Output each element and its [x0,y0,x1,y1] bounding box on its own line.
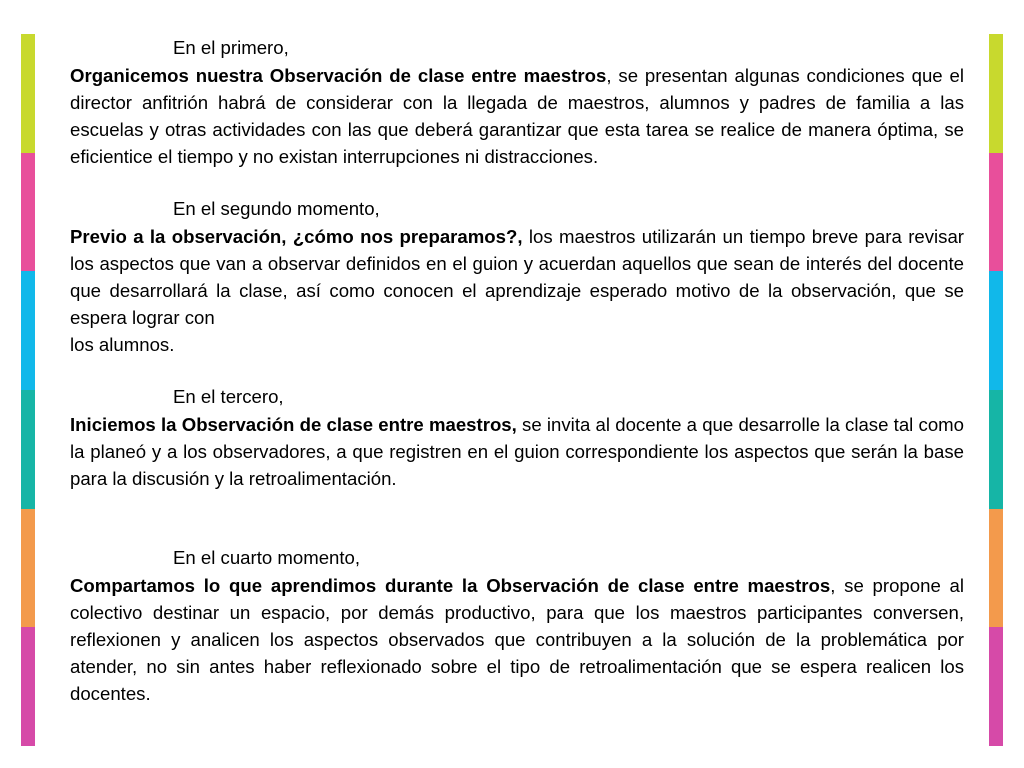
stripe-segment-cyan [21,271,35,390]
stripe-segment-pink [989,153,1003,272]
stripe-segment-lime [989,34,1003,153]
section-paragraph [70,411,964,492]
section-second-moment [70,195,964,358]
stripe-segment-teal [21,390,35,509]
section-third-moment [70,383,964,492]
stripe-segment-orange [989,509,1003,628]
section-bold-title: Previo a la observación, ¿cómo nos preparamos?, [70,226,523,247]
section-text: , se propone al colectivo destinar un espacio, por demás productivo, para que los maestros participantes conversen, reflexionen y analicen los aspectos observados que contribuyen a la solución de la problemática por atender, no sin antes haber reflexionado sobre el tipo de retroalimentación que se espera realicen los docentes. [70,575,965,704]
section-intro: En el segundo momento, [173,198,380,219]
stripe-segment-orange [21,509,35,628]
section-intro: En el cuarto momento, [173,547,361,568]
section-text: , se presentan algunas condiciones que el director anfitrión habrá de considerar con la llegada de maestros, alumnos y padres de familia a las escuelas y otras actividades con las que deberá garantizar que esta tarea se realice de manera óptima, se eficientice el tiempo y no existan interrupciones ni distracciones. [70,65,964,167]
section-bold-title: Organicemos nuestra Observación de clase entre maestros [70,65,607,86]
section-bold-title: Compartamos lo que aprendimos durante la Observación de clase entre maestros [70,575,831,596]
section-bold-title: Iniciemos la Observación de clase entre maestros, [70,414,517,435]
slide-text-body [70,34,964,707]
stripe-segment-cyan [989,271,1003,390]
section-text: se invita al docente a que desarrolle la clase tal como la planeó y a los observadores, a que registren en el guion correspondiente los aspectos que serán la base para la discusión y la retroalimentación. [70,414,964,489]
section-paragraph [70,62,964,170]
section-trailing-line: los alumnos. [70,334,175,355]
section-fourth-moment [70,544,964,707]
section-paragraph [70,223,964,331]
stripe-segment-teal [989,390,1003,509]
stripe-segment-magenta [21,627,35,746]
left-color-stripe [21,34,35,746]
stripe-segment-magenta [989,627,1003,746]
section-first-moment [70,34,964,170]
section-paragraph [70,572,964,707]
section-text: los maestros utilizarán un tiempo breve para revisar los aspectos que van a observar definidos en el guion y acuerdan aquellos que sean de interés del docente que desarrollará la clase, así como conocen el aprendizaje esperado motivo de la observación, que se espera lograr con [70,226,964,328]
right-color-stripe [989,34,1003,746]
section-intro: En el primero, [173,37,289,58]
stripe-segment-lime [21,34,35,153]
section-intro: En el tercero, [173,386,284,407]
stripe-segment-pink [21,153,35,272]
